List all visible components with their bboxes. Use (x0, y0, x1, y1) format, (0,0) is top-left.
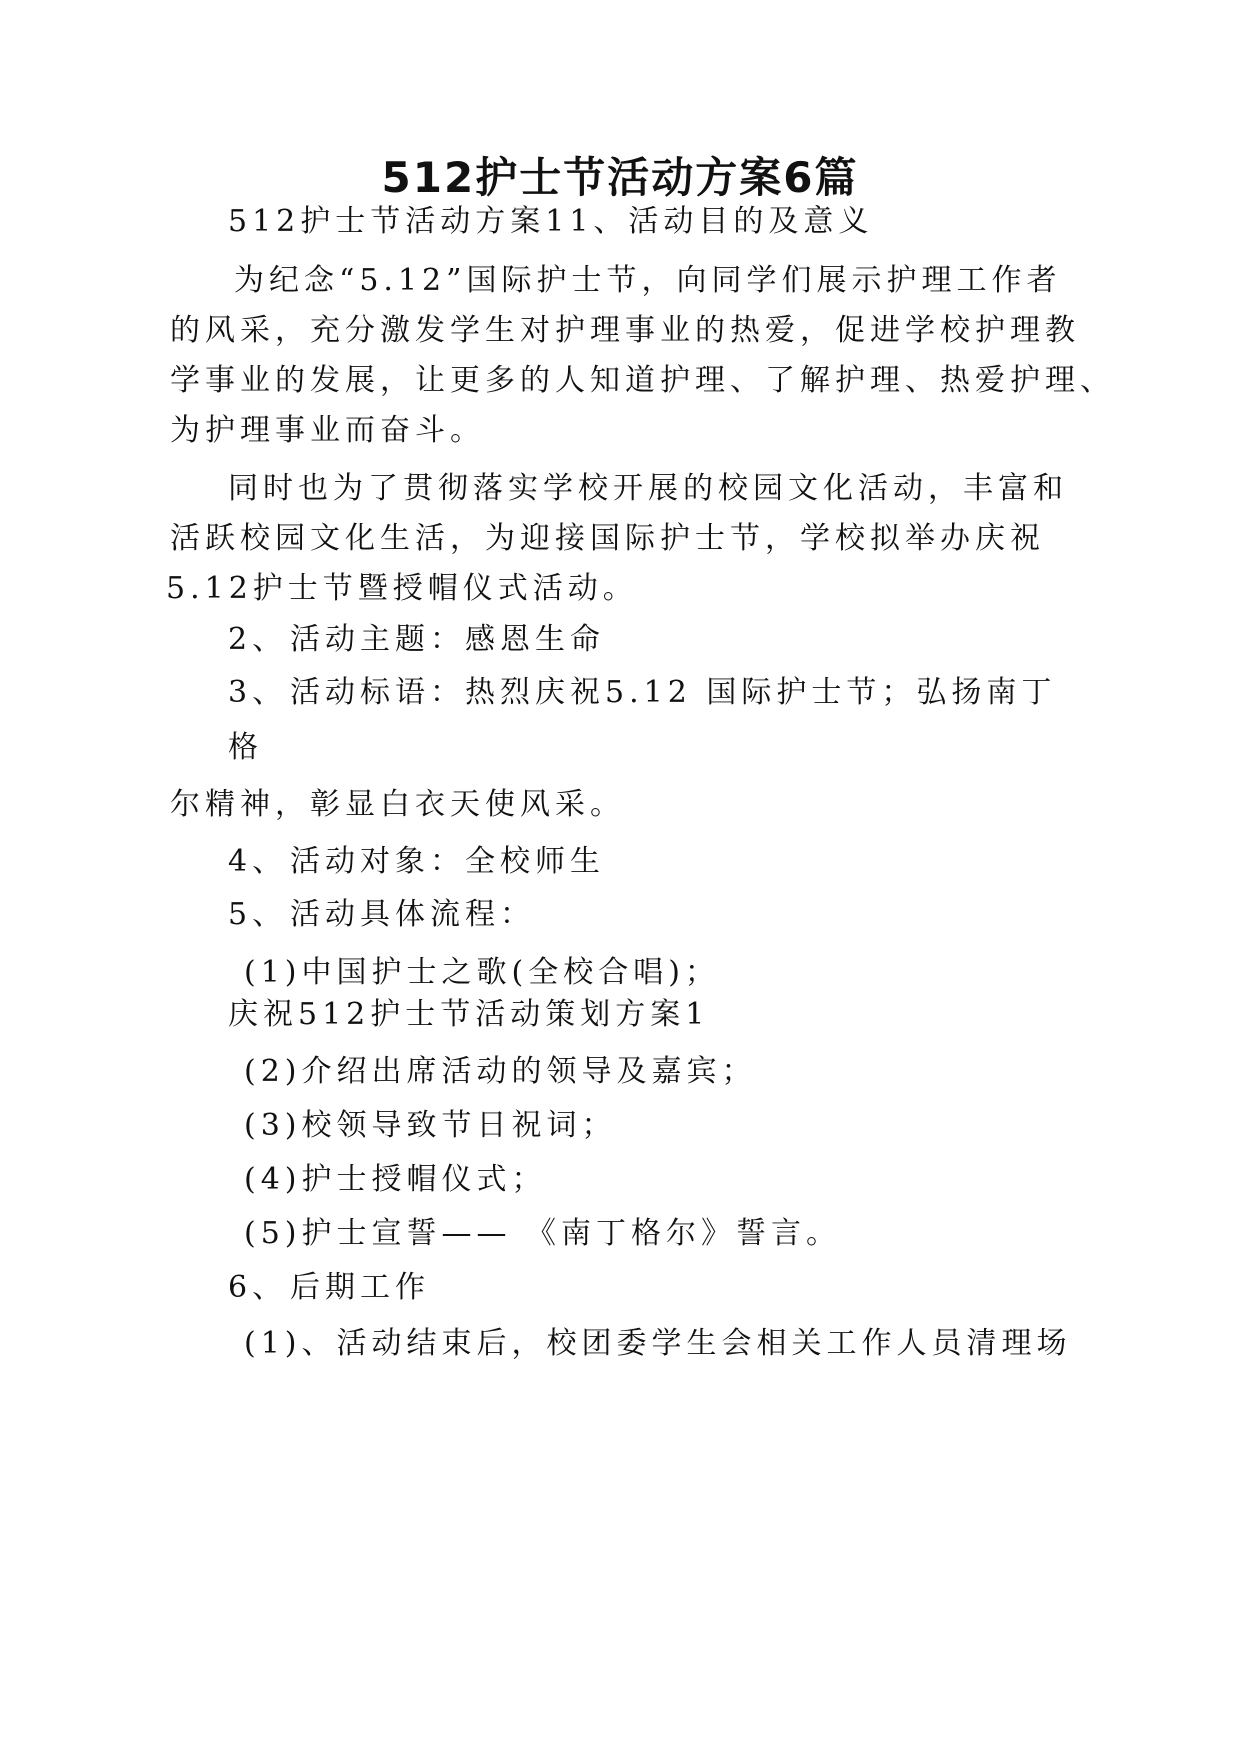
sub-item: (1)中国护士之歌(全校合唱)； (244, 955, 720, 990)
list-text: 活动具体流程： (290, 897, 535, 932)
list-item (228, 842, 605, 882)
paragraph-line: 5.12护士节暨授帽仪式活动。 (166, 571, 638, 606)
paragraph-line: 为纪念“5.12”国际护士节，向同学们展示护理工作者 (234, 263, 1062, 298)
list-number: 6、 (228, 1270, 288, 1305)
paragraph-line: 学事业的发展，让更多的人知道护理、了解护理、热爱护理、 (170, 363, 1115, 398)
list-item (228, 1268, 430, 1308)
sub-item: (2)介绍出席活动的领导及嘉宾； (244, 1054, 757, 1089)
list-text: 活动主题：感恩生命 (290, 622, 605, 657)
list-text: 后期工作 (290, 1270, 430, 1305)
list-item (228, 620, 605, 660)
document-title: 512护士节活动方案6篇 (381, 153, 859, 202)
sub-item: (1)、活动结束后，校团委学生会相关工作人员清理场 (244, 1326, 1072, 1361)
sub-item: (5)护士宣誓—— 《南丁格尔》誓言。 (244, 1216, 842, 1251)
list-number: 5、 (228, 897, 288, 932)
list-item (228, 673, 1056, 713)
section-heading: 512护士节活动方案11、活动目的及意义 (228, 204, 874, 239)
inline-heading: 庆祝512护士节活动策划方案1 (228, 997, 710, 1032)
sub-item: (3)校领导致节日祝词； (244, 1108, 617, 1143)
list-text-continuation: 尔精神，彰显白衣天使风采。 (170, 787, 625, 822)
list-item (228, 895, 535, 935)
sub-item: (4)护士授帽仪式； (244, 1162, 547, 1197)
list-text: 活动标语：热烈庆祝5.12 国际护士节；弘扬南丁 (290, 675, 1057, 710)
paragraph-line: 的风采，充分激发学生对护理事业的热爱，促进学校护理教 (170, 313, 1080, 348)
list-number: 2、 (228, 622, 288, 657)
list-text: 活动对象：全校师生 (290, 844, 605, 879)
paragraph-line: 为护理事业而奋斗。 (170, 413, 485, 448)
list-number: 4、 (228, 844, 288, 879)
list-number: 3、 (228, 675, 288, 710)
paragraph-line: 活跃校园文化生活，为迎接国际护士节，学校拟举办庆祝 (170, 521, 1045, 556)
paragraph-line: 同时也为了贯彻落实学校开展的校园文化活动，丰富和 (228, 471, 1068, 506)
list-text-wrap: 格 (228, 730, 263, 765)
